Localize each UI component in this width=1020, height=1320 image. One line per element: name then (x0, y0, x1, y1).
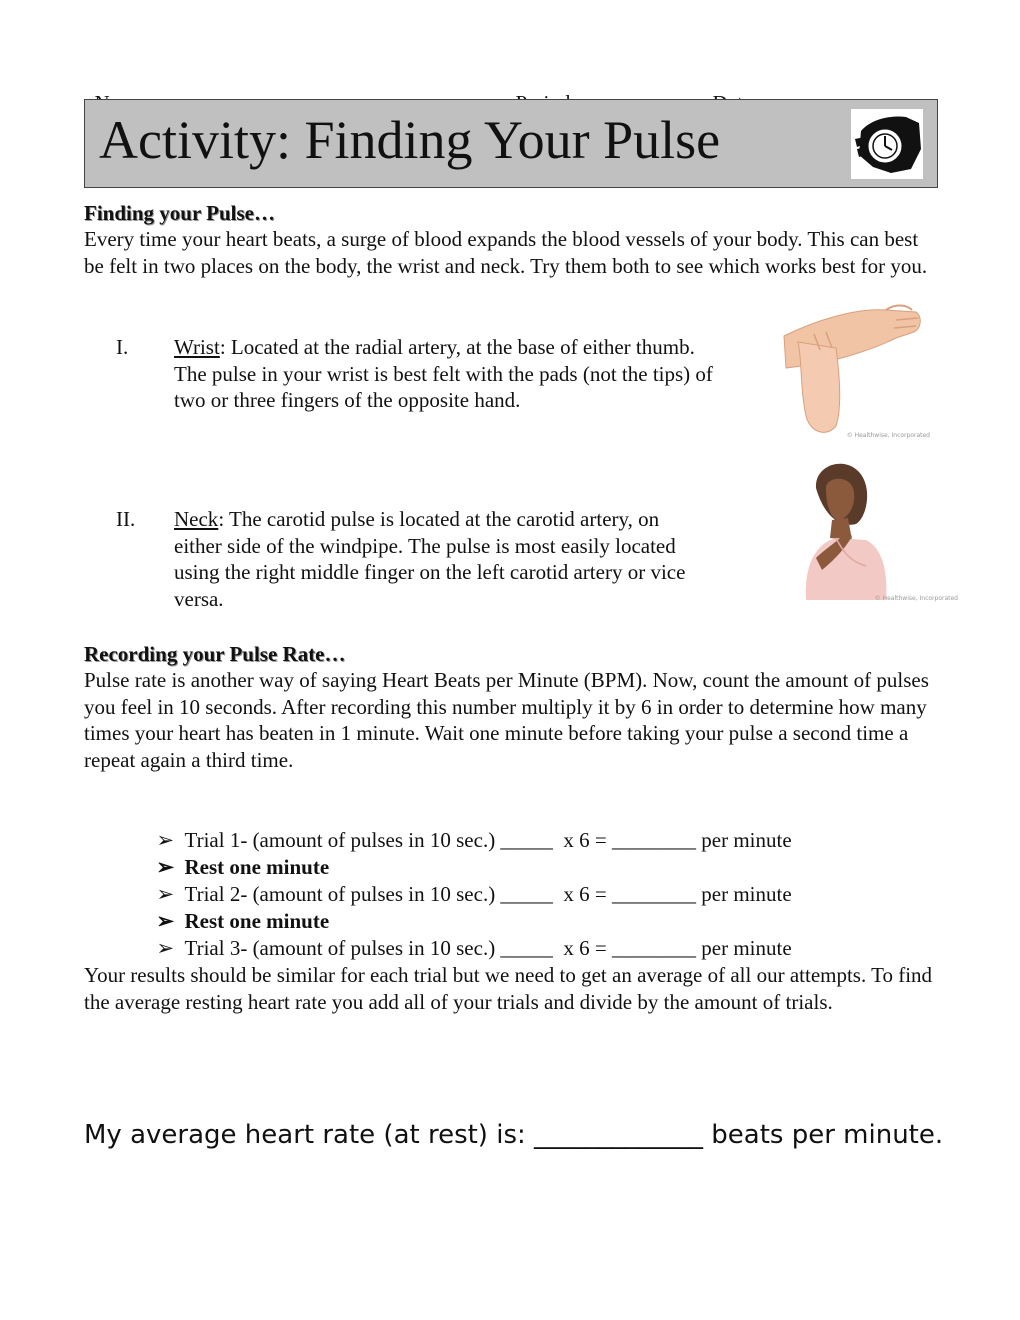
list-numeral-wrist: I. (116, 335, 129, 359)
page-title: Activity: Finding Your Pulse (99, 110, 721, 170)
list-item (146, 908, 792, 962)
wrist-image-credit: © Healthwise, Incorporated (846, 432, 930, 439)
arrow-bullet-icon: ➢ (156, 882, 175, 906)
trial-3-text: Trial 3- (amount of pulses in 10 sec.) _____ x 6 = ________ per minute (184, 936, 792, 960)
arrow-bullet-icon: ➢ (156, 909, 175, 933)
trial-2-text: Trial 2- (amount of pulses in 10 sec.) _____ x 6 = ________ per minute (184, 882, 792, 906)
wrist-text: : Located at the radial artery, at the base of either thumb. The pulse in your wrist is best felt with the pads (not the tips) of two or three fingers of the opposite hand. (174, 335, 713, 413)
neck-pulse-image (796, 458, 956, 603)
recording-paragraph: Pulse rate is another way of saying Heart Beats per Minute (BPM). Now, count the amount of pulses you feel in 10 seconds. After recording this number multiply it by 6 in order to determine how many times your heart has beaten in 1 minute. Wait one minute before taking your pulse a second time a repeat again a third time. (84, 668, 929, 773)
stopwatch-hand-icon (851, 109, 923, 179)
rest-2-text: Rest one minute (184, 909, 330, 933)
intro-paragraph: Every time your heart beats, a surge of blood expands the blood vessels of your body. This can best be felt in two places on the body, the wrist and neck. Try them both to see which works best for you. (84, 227, 928, 278)
wrist-term: Wrist (174, 335, 220, 359)
average-heart-rate-line[interactable]: My average heart rate (at rest) is: _____________ beats per minute. (84, 1120, 944, 1150)
neck-description (174, 506, 704, 613)
list-numeral-neck: II. (116, 507, 136, 531)
wrist-description (174, 334, 719, 414)
wrist-pulse-image (776, 298, 930, 440)
neck-term: Neck (174, 507, 219, 531)
neck-text: : The carotid pulse is located at the carotid artery, on either side of the windpipe. The pulse is most easily located using the right middle finger on the left carotid artery or vice versa. (174, 507, 686, 612)
results-paragraph: Your results should be similar for each trial but we need to get an average of all our attempts. To find the average resting heart rate you add all of your trials and divide by the amount of trials. (84, 963, 933, 1014)
section-heading-recording-rate: Recording your Pulse Rate… (84, 642, 346, 666)
neck-image-credit: © Healthwise, Incorporated (874, 595, 958, 602)
rest-1-text: Rest one minute (184, 855, 330, 879)
trial-1-text: Trial 1- (amount of pulses in 10 sec.) _____ x 6 = ________ per minute (184, 828, 792, 852)
arrow-bullet-icon: ➢ (156, 828, 175, 852)
section-heading-finding-pulse: Finding your Pulse… (84, 201, 275, 225)
arrow-bullet-icon: ➢ (156, 855, 175, 879)
title-banner (84, 99, 938, 188)
arrow-bullet-icon: ➢ (156, 936, 175, 960)
